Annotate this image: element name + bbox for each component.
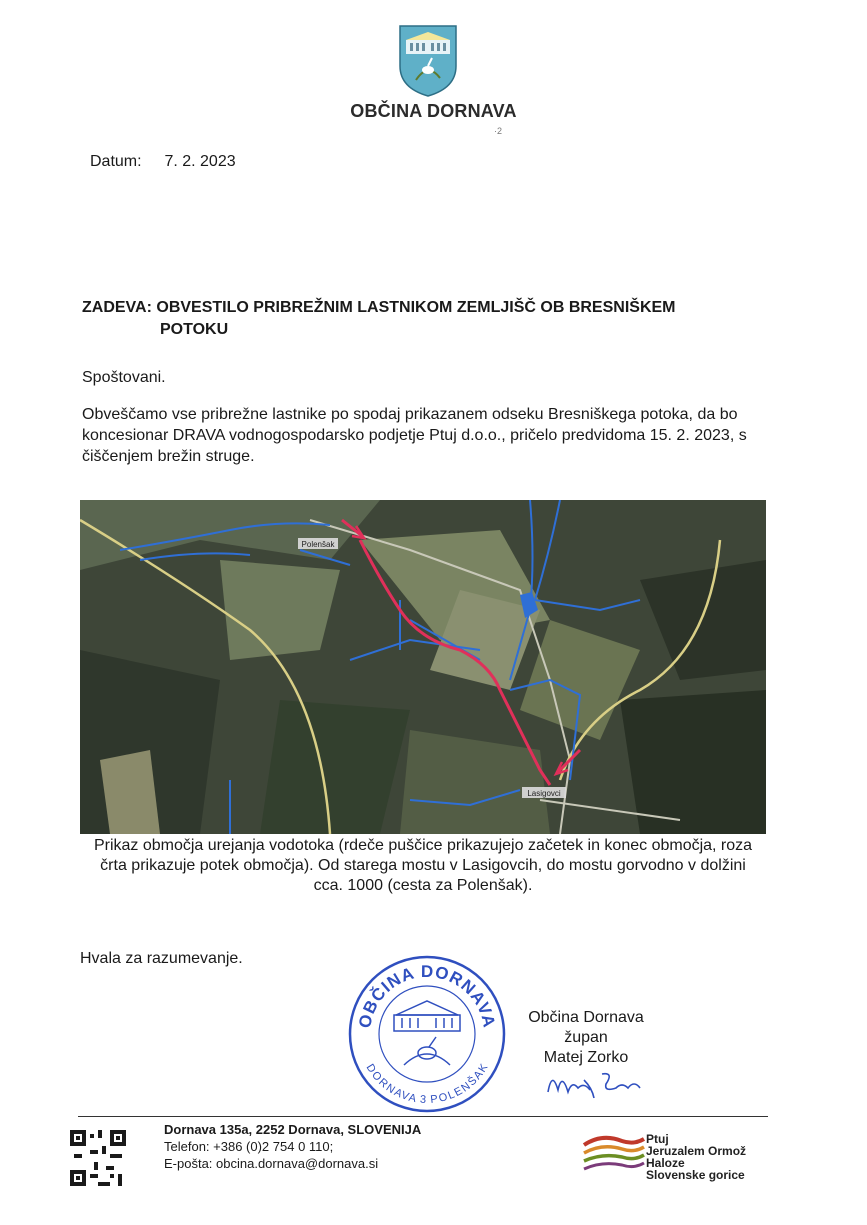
- closing-text: Hvala za razumevanje.: [80, 950, 243, 967]
- logo-line-4: Slovenske gorice: [646, 1168, 745, 1182]
- caption-line-2: črta prikazuje potek območja). Od starega mostu v Lasigovcih, do mostu gorvodno v dolžini: [100, 857, 746, 874]
- subject-line-2: POTOKU: [160, 321, 229, 338]
- handwritten-signature: [544, 1062, 644, 1102]
- stamp-top-text: OBČINA DORNAVA: [355, 961, 499, 1030]
- scan-mark: ·2: [494, 126, 503, 136]
- signatory-title: župan: [564, 1029, 608, 1046]
- subject: [82, 297, 676, 341]
- date-label: Datum:: [90, 153, 142, 170]
- signatory-block: [516, 1008, 656, 1068]
- date-row: [90, 153, 236, 171]
- body-paragraph: Obveščamo vse pribrežne lastnike po spodaj prikazanem odseku Bresniškega potoka, da bo koncesionar DRAVA vodnogospodarsko podjetje Ptuj d.o.o., pričelo predvidoma 15. 2. 2023, s čiščenjem brežin struge.: [82, 406, 747, 465]
- stamp-bottom-text: DORNAVA 3 POLENŠAK: [363, 1062, 491, 1107]
- svg-text:DORNAVA 3 POLENŠAK: [364, 1062, 491, 1107]
- footer-phone: Telefon: +386 (0)2 754 0 110;: [164, 1139, 334, 1154]
- qr-code-icon[interactable]: [70, 1130, 126, 1186]
- signatory-name: Matej Zorko: [543, 1049, 629, 1066]
- caption-line-1: Prikaz območja urejanja vodotoka (rdeče puščice prikazujejo začetek in konec območja, roza: [93, 837, 753, 854]
- official-stamp: [346, 953, 508, 1115]
- footer-address: Dornava 135a, 2252 Dornava, SLOVENIJA: [164, 1122, 422, 1137]
- tourism-logo-text: [646, 1133, 746, 1181]
- greeting: Spoštovani.: [82, 369, 166, 386]
- municipality-title: OBČINA DORNAVA: [350, 101, 517, 121]
- caption-line-3: cca. 1000 (cesta za Polenšak).: [313, 877, 533, 894]
- map-label-top: Polenšak: [301, 540, 335, 549]
- map-caption: [80, 836, 766, 896]
- footer-contact: [164, 1121, 421, 1172]
- aerial-map: [80, 500, 766, 834]
- logo-line-2: Jeruzalem Ormož: [646, 1144, 747, 1158]
- tourism-wave-icon: [582, 1131, 646, 1179]
- logo-line-3: Haloze: [646, 1156, 685, 1170]
- subject-line-1: ZADEVA: OBVESTILO PRIBREŽNIM LASTNIKOM ZEMLJIŠČ OB BRESNIŠKEM: [82, 299, 676, 316]
- date-value: 7. 2. 2023: [164, 153, 236, 170]
- logo-line-1: Ptuj: [646, 1132, 669, 1146]
- dornava-coat-of-arms-icon: [396, 22, 460, 98]
- signatory-org: Občina Dornava: [528, 1009, 644, 1026]
- tourism-logo: [582, 1131, 772, 1181]
- footer-divider: [78, 1116, 768, 1117]
- svg-text:OBČINA DORNAVA: [355, 962, 499, 1030]
- map-label-bottom: Lasigovci: [527, 789, 561, 798]
- footer-email[interactable]: E-pošta: obcina.dornava@dornava.si: [164, 1156, 379, 1171]
